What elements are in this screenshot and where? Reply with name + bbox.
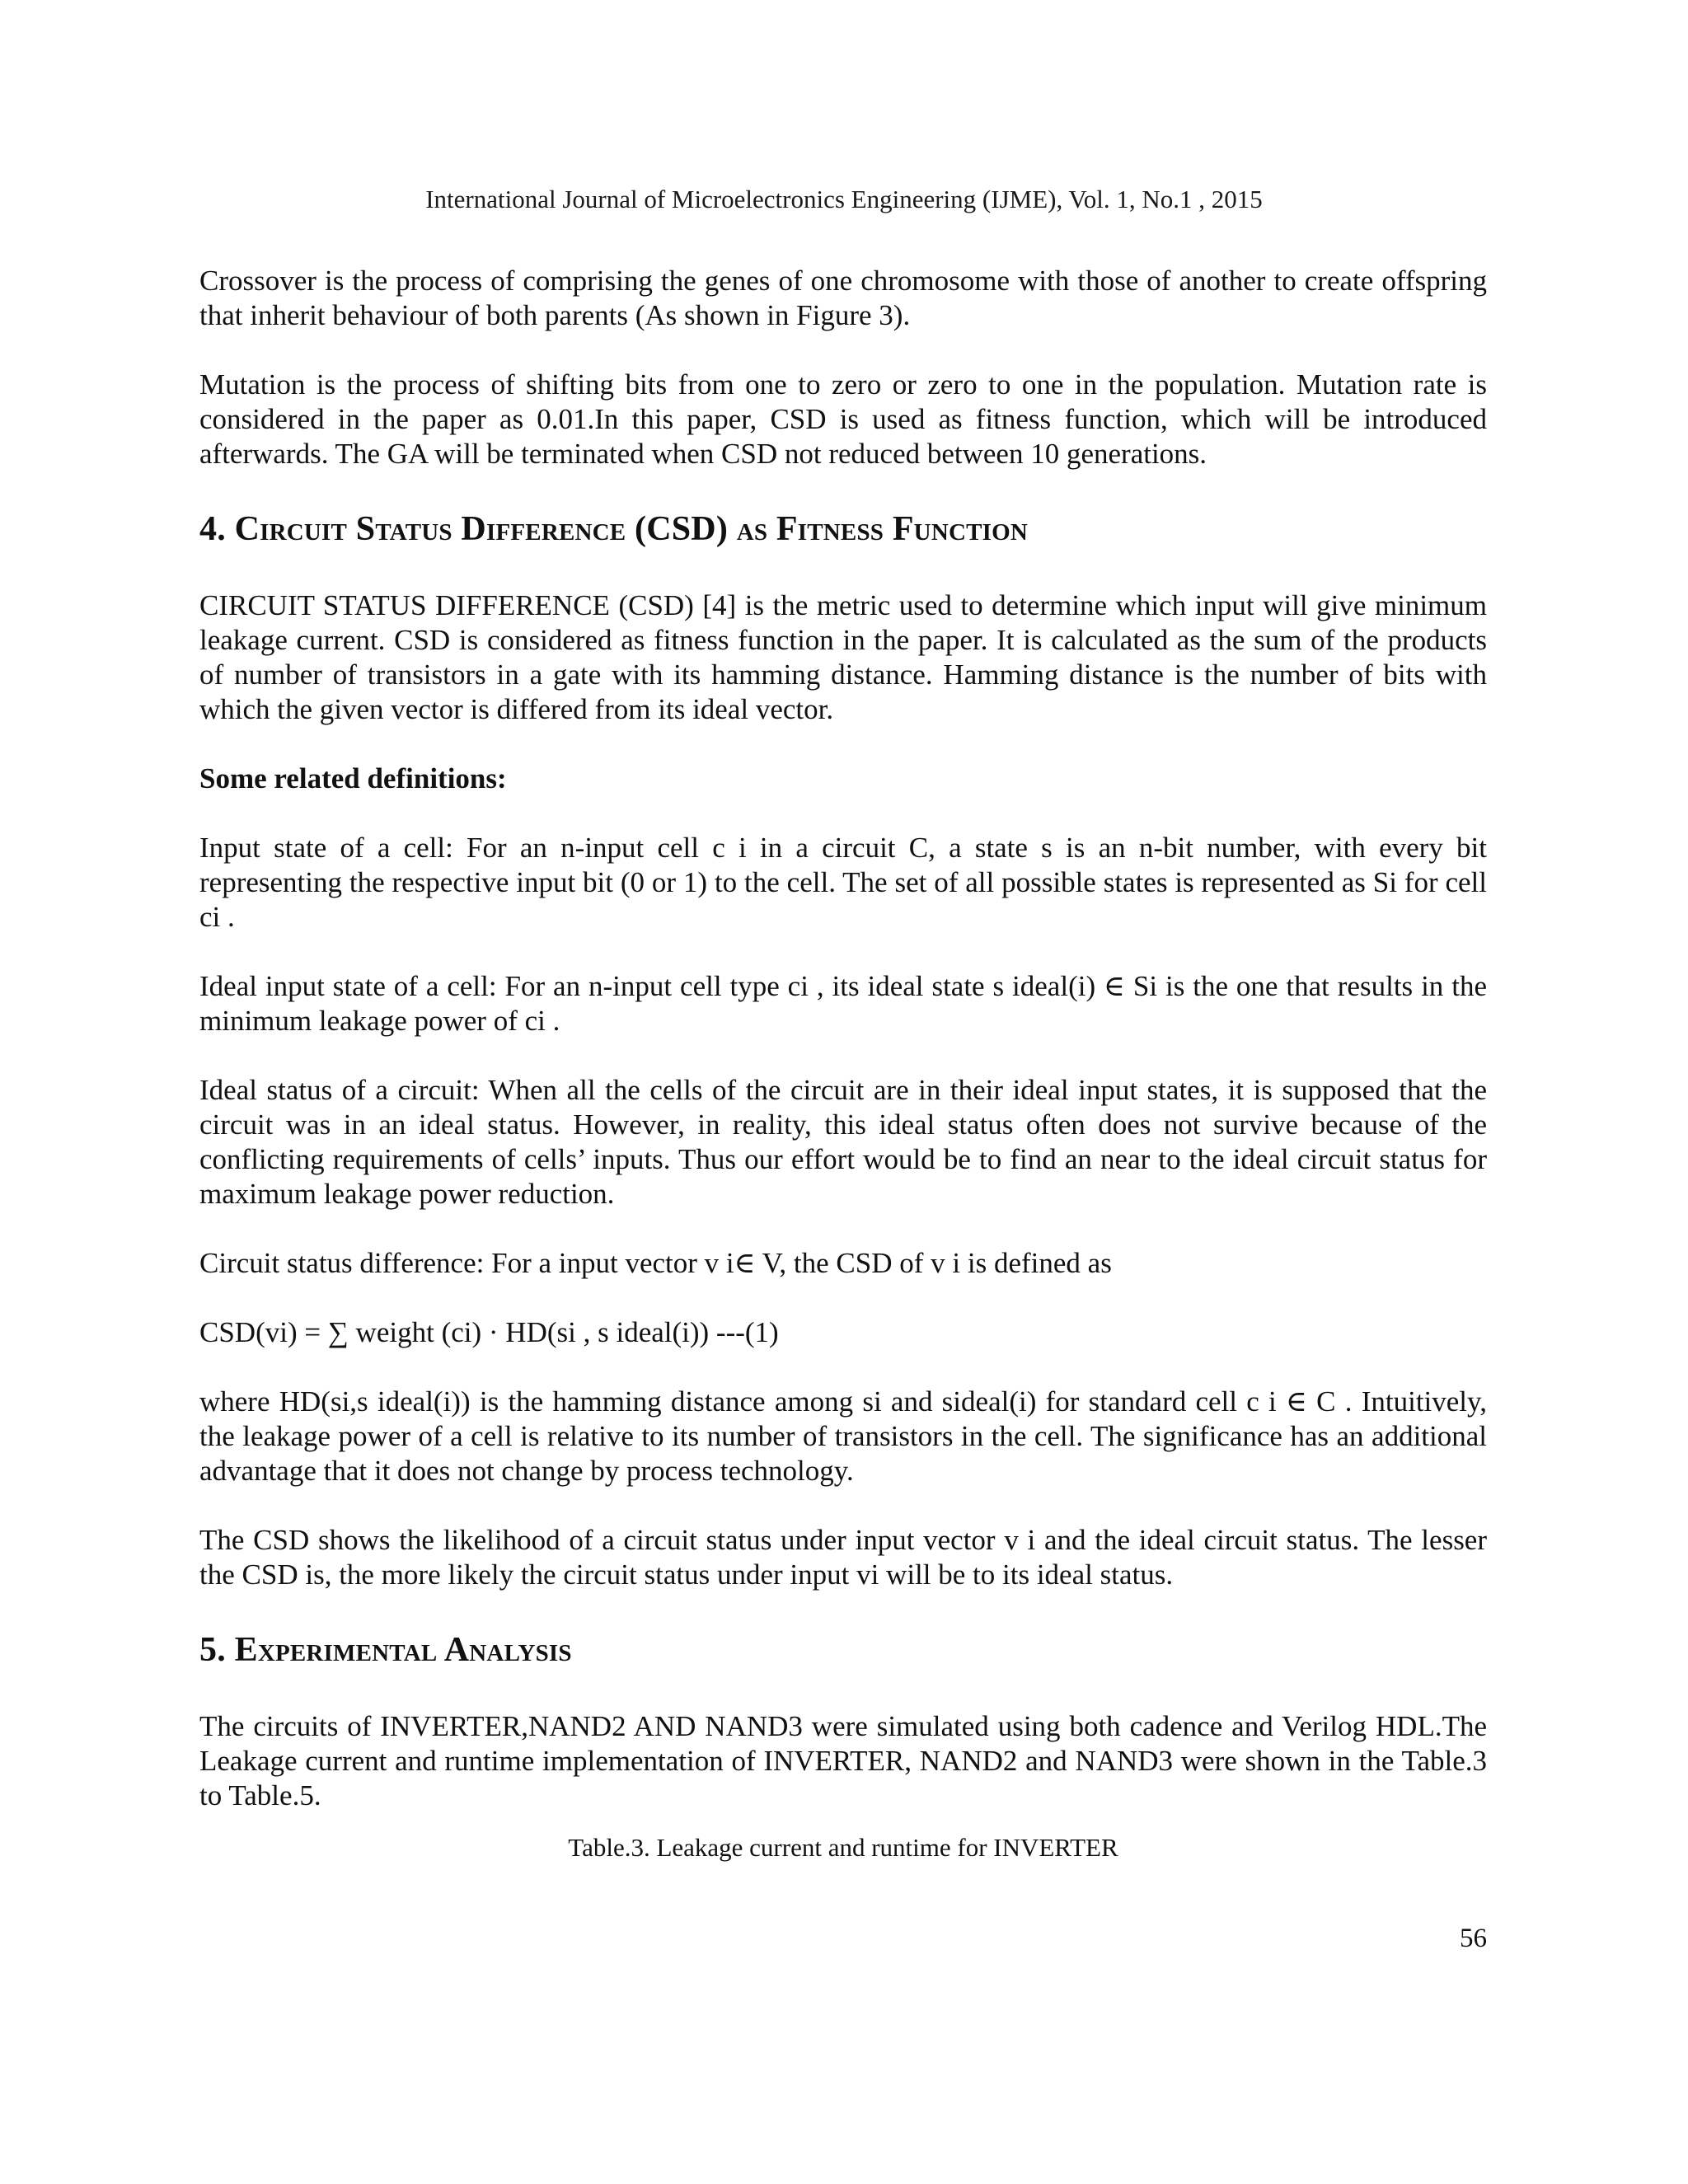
paragraph-mutation: Mutation is the process of shifting bits from one to zero or zero to one in the population. Mutation rate is considered in the paper as 0.01.In this paper, CSD is used as fitness function, which will be introduced afterwards. The GA will be terminated when CSD not reduced between 10 generations. bbox=[199, 368, 1487, 470]
page-number: 56 bbox=[1460, 1924, 1487, 1953]
paragraph-csd-intro: CIRCUIT STATUS DIFFERENCE (CSD) [4] is the metric used to determine which input will give minimum leakage current. CSD is considered as fitness function in the paper. It is calculated as the sum of the products of number of transistors in a gate with its hamming distance. Hamming distance is the number of bits with which the given vector is differed from its ideal vector. bbox=[199, 589, 1487, 725]
definition-csd: Circuit status difference: For a input vector v i∈ V, the CSD of v i is defined as bbox=[199, 1247, 1112, 1279]
related-definitions-heading: Some related definitions: bbox=[199, 762, 507, 794]
definition-ideal-status: Ideal status of a circuit: When all the cells of the circuit are in their ideal input states, it is supposed that the circuit was in an ideal status. However, in reality, this ideal status often does not survive because of the conflicting requirements of cells’ inputs. Thus our effort would be to find an near to the ideal circuit status for maximum leakage power reduction. bbox=[199, 1074, 1487, 1210]
paragraph-crossover: Crossover is the process of comprising the genes of one chromosome with those of another to create offspring that inherit behaviour of both parents (As shown in Figure 3). bbox=[199, 265, 1487, 331]
definition-ideal-input-state: Ideal input state of a cell: For an n-input cell type ci , its ideal state s ideal(i) ∈ Si is the one that results in the minimum leakage power of ci . bbox=[199, 970, 1487, 1037]
journal-header: International Journal of Microelectronics Engineering (IJME), Vol. 1, No.1 , 2015 bbox=[425, 185, 1263, 213]
table-caption: Table.3. Leakage current and runtime for INVERTER bbox=[568, 1833, 1118, 1862]
section-5-heading: 5. Experimental Analysis bbox=[199, 1631, 572, 1669]
paragraph-experimental: The circuits of INVERTER,NAND2 AND NAND3 were simulated using both cadence and Verilog HDL.The Leakage current and runtime implementation of INVERTER, NAND2 and NAND3 were shown in the Table.3 to Table.5. bbox=[199, 1710, 1487, 1811]
csd-equation: CSD(vi) = ∑ weight (ci) · HD(si , s ideal(i)) ---(1) bbox=[199, 1316, 779, 1348]
paragraph-csd-likelihood: The CSD shows the likelihood of a circuit status under input vector v i and the ideal circuit status. The lesser the CSD is, the more likely the circuit status under input vi will be to its ideal status. bbox=[199, 1524, 1487, 1591]
definition-input-state: Input state of a cell: For an n-input cell c i in a circuit C, a state s is an n-bit number, with every bit representing the respective input bit (0 or 1) to the cell. The set of all possible states is represented as Si for cell ci . bbox=[199, 832, 1487, 933]
section-4-heading: 4. Circuit Status Difference (CSD) as Fitness Function bbox=[199, 510, 1029, 548]
page-content bbox=[199, 264, 1487, 1864]
paragraph-hamming-distance: where HD(si,s ideal(i)) is the hamming distance among si and sideal(i) for standard cell c i ∈ C . Intuitively, the leakage power of a cell is relative to its number of transistors in the cell. The significance has an additional advantage that it does not change by process technology. bbox=[199, 1385, 1487, 1487]
